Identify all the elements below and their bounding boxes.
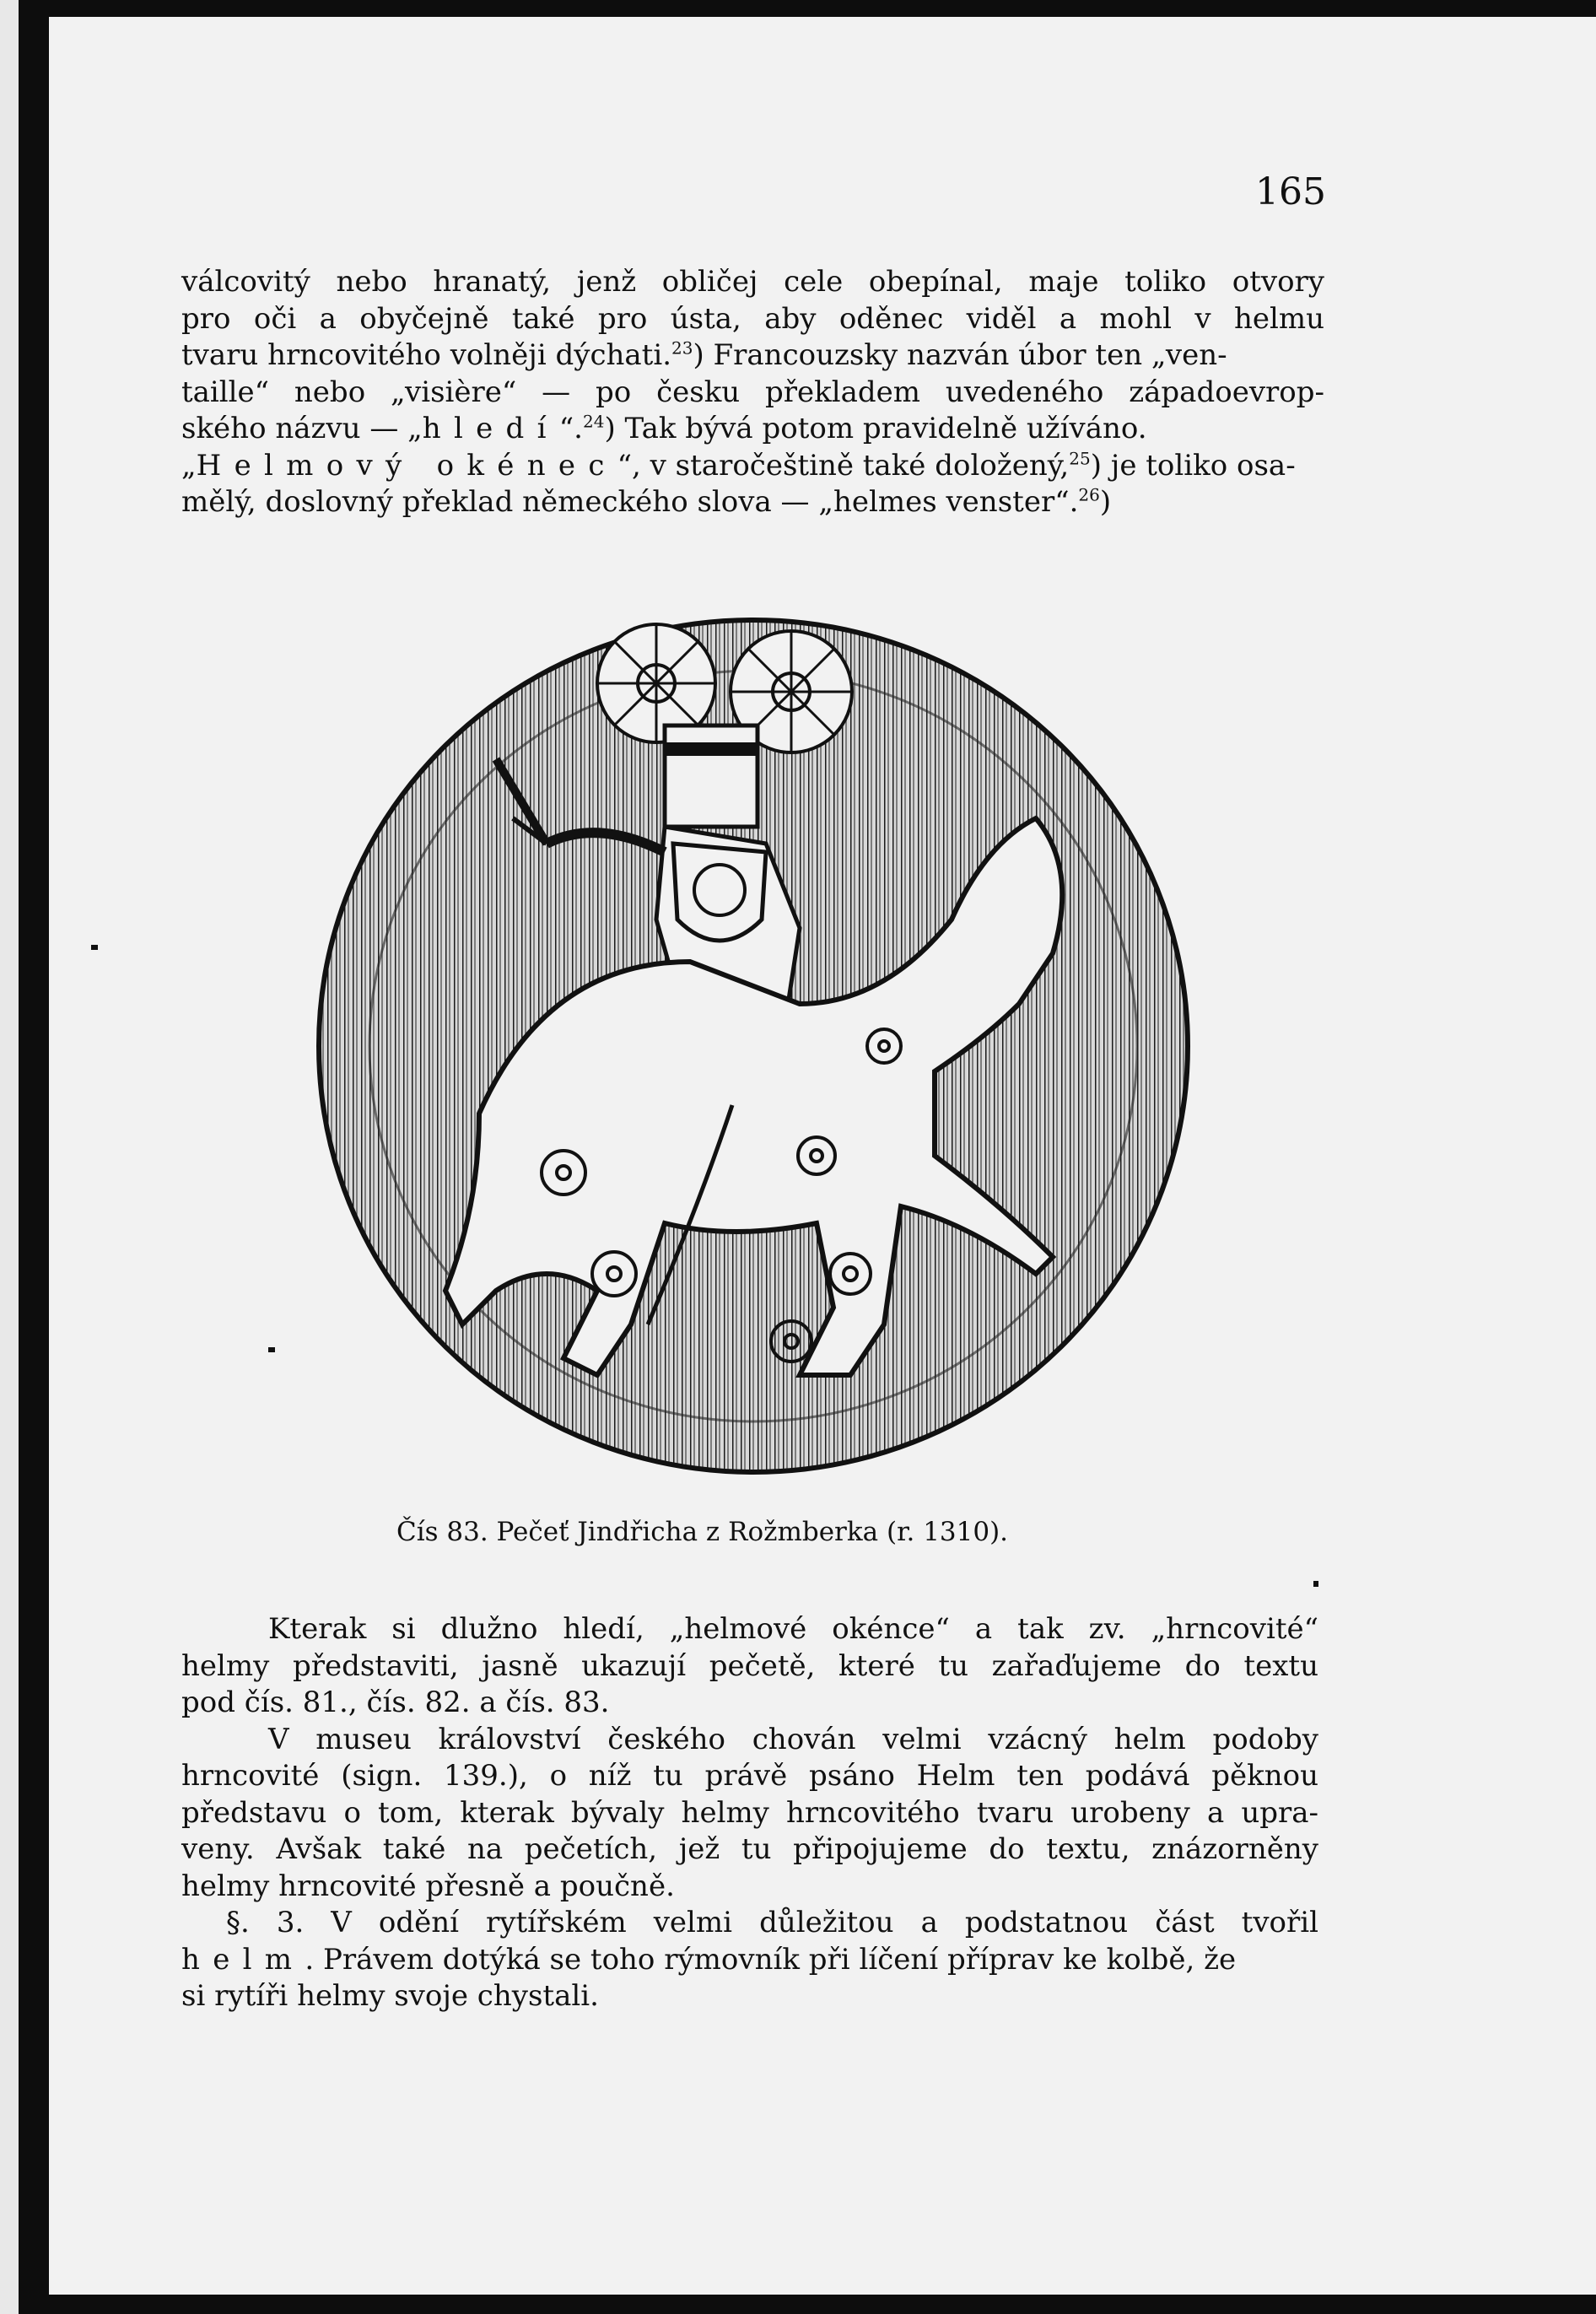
text-line: helmy hrncovité přesně a poučně. <box>181 1869 675 1903</box>
scan-edge <box>0 0 19 2314</box>
page-number: 165 <box>1255 170 1326 213</box>
text-line: pro oči a obyčejně také pro ústa, aby oděnec viděl a mohl v helmu <box>181 301 1324 336</box>
footnote-ref: 26 <box>1078 484 1100 505</box>
text-line: tvaru hrncovitého volněji dýchati.$^{23}$) Francouzsky nazván úbor ten „ven- <box>181 337 1227 372</box>
text-line: „Helmový okénec“, v staročeštině také doložený,$^{25}$) je toliko osa- <box>181 448 1296 483</box>
spaced-term: hledí <box>422 412 559 445</box>
text-line: helm. Právem dotýká se toho rýmovník při líčení příprav ke kolbě, že <box>181 1942 1237 1977</box>
text-line: ského názvu — „hledí“.$^{24}$) Tak bývá potom pravidelně užíváno. <box>181 411 1147 445</box>
text-line: helmy představiti, jasně ukazují pečetě, které tu zařaďujeme do textu <box>181 1648 1318 1683</box>
text-line: hrncovité (sign. 139.), o níž tu právě psáno Helm ten podává pěknou <box>181 1759 1318 1793</box>
great-helm <box>665 725 758 827</box>
text-line: §. 3. V odění rytířském velmi důležitou a podstatnou část tvořil <box>226 1906 1318 1939</box>
figure-caption: Čís 83. Pečeť Jindřicha z Rožmberka (r. 1310). <box>396 1517 1009 1547</box>
text-line: mělý, doslovný překlad německého slova — „helmes venster“.$^{26}$) <box>181 484 1112 519</box>
text-line: Kterak si dlužno hledí, „helmové okénce“ a tak zv. „hrncovité“ <box>268 1612 1318 1646</box>
speck <box>1313 1581 1318 1587</box>
text-line: V museu království českého chován velmi vzácný helm podoby <box>268 1722 1318 1756</box>
text-line: taille“ nebo „visière“ — po česku překladem uvedeného západoevrop- <box>181 375 1324 409</box>
footnote-ref: 24 <box>583 411 605 432</box>
bottom-paragraph <box>181 1611 1318 2015</box>
seal-illustration <box>294 565 1205 1493</box>
text-line: představu o tom, kterak bývaly helmy hrncovitého tvaru urobeny a upra- <box>181 1795 1318 1830</box>
text-line: válcovitý nebo hranatý, jenž obličej cele obepínal, maje toliko otvory <box>181 265 1324 299</box>
speck <box>91 945 98 950</box>
footnote-ref: 25 <box>1069 448 1091 469</box>
text-line: pod čís. 81., čís. 82. a čís. 83. <box>181 1686 610 1719</box>
text-line: veny. Avšak také na pečetích, jež tu připojujeme do textu, znázorněny <box>181 1832 1318 1866</box>
speck <box>268 1347 275 1352</box>
spaced-term: Helmový okénec <box>196 448 617 483</box>
text-line: si rytíři helmy svoje chystali. <box>181 1979 599 2013</box>
top-paragraph <box>181 264 1324 521</box>
spaced-term: helm <box>181 1942 305 1977</box>
shield <box>673 844 766 941</box>
footnote-ref: 23 <box>671 337 693 359</box>
